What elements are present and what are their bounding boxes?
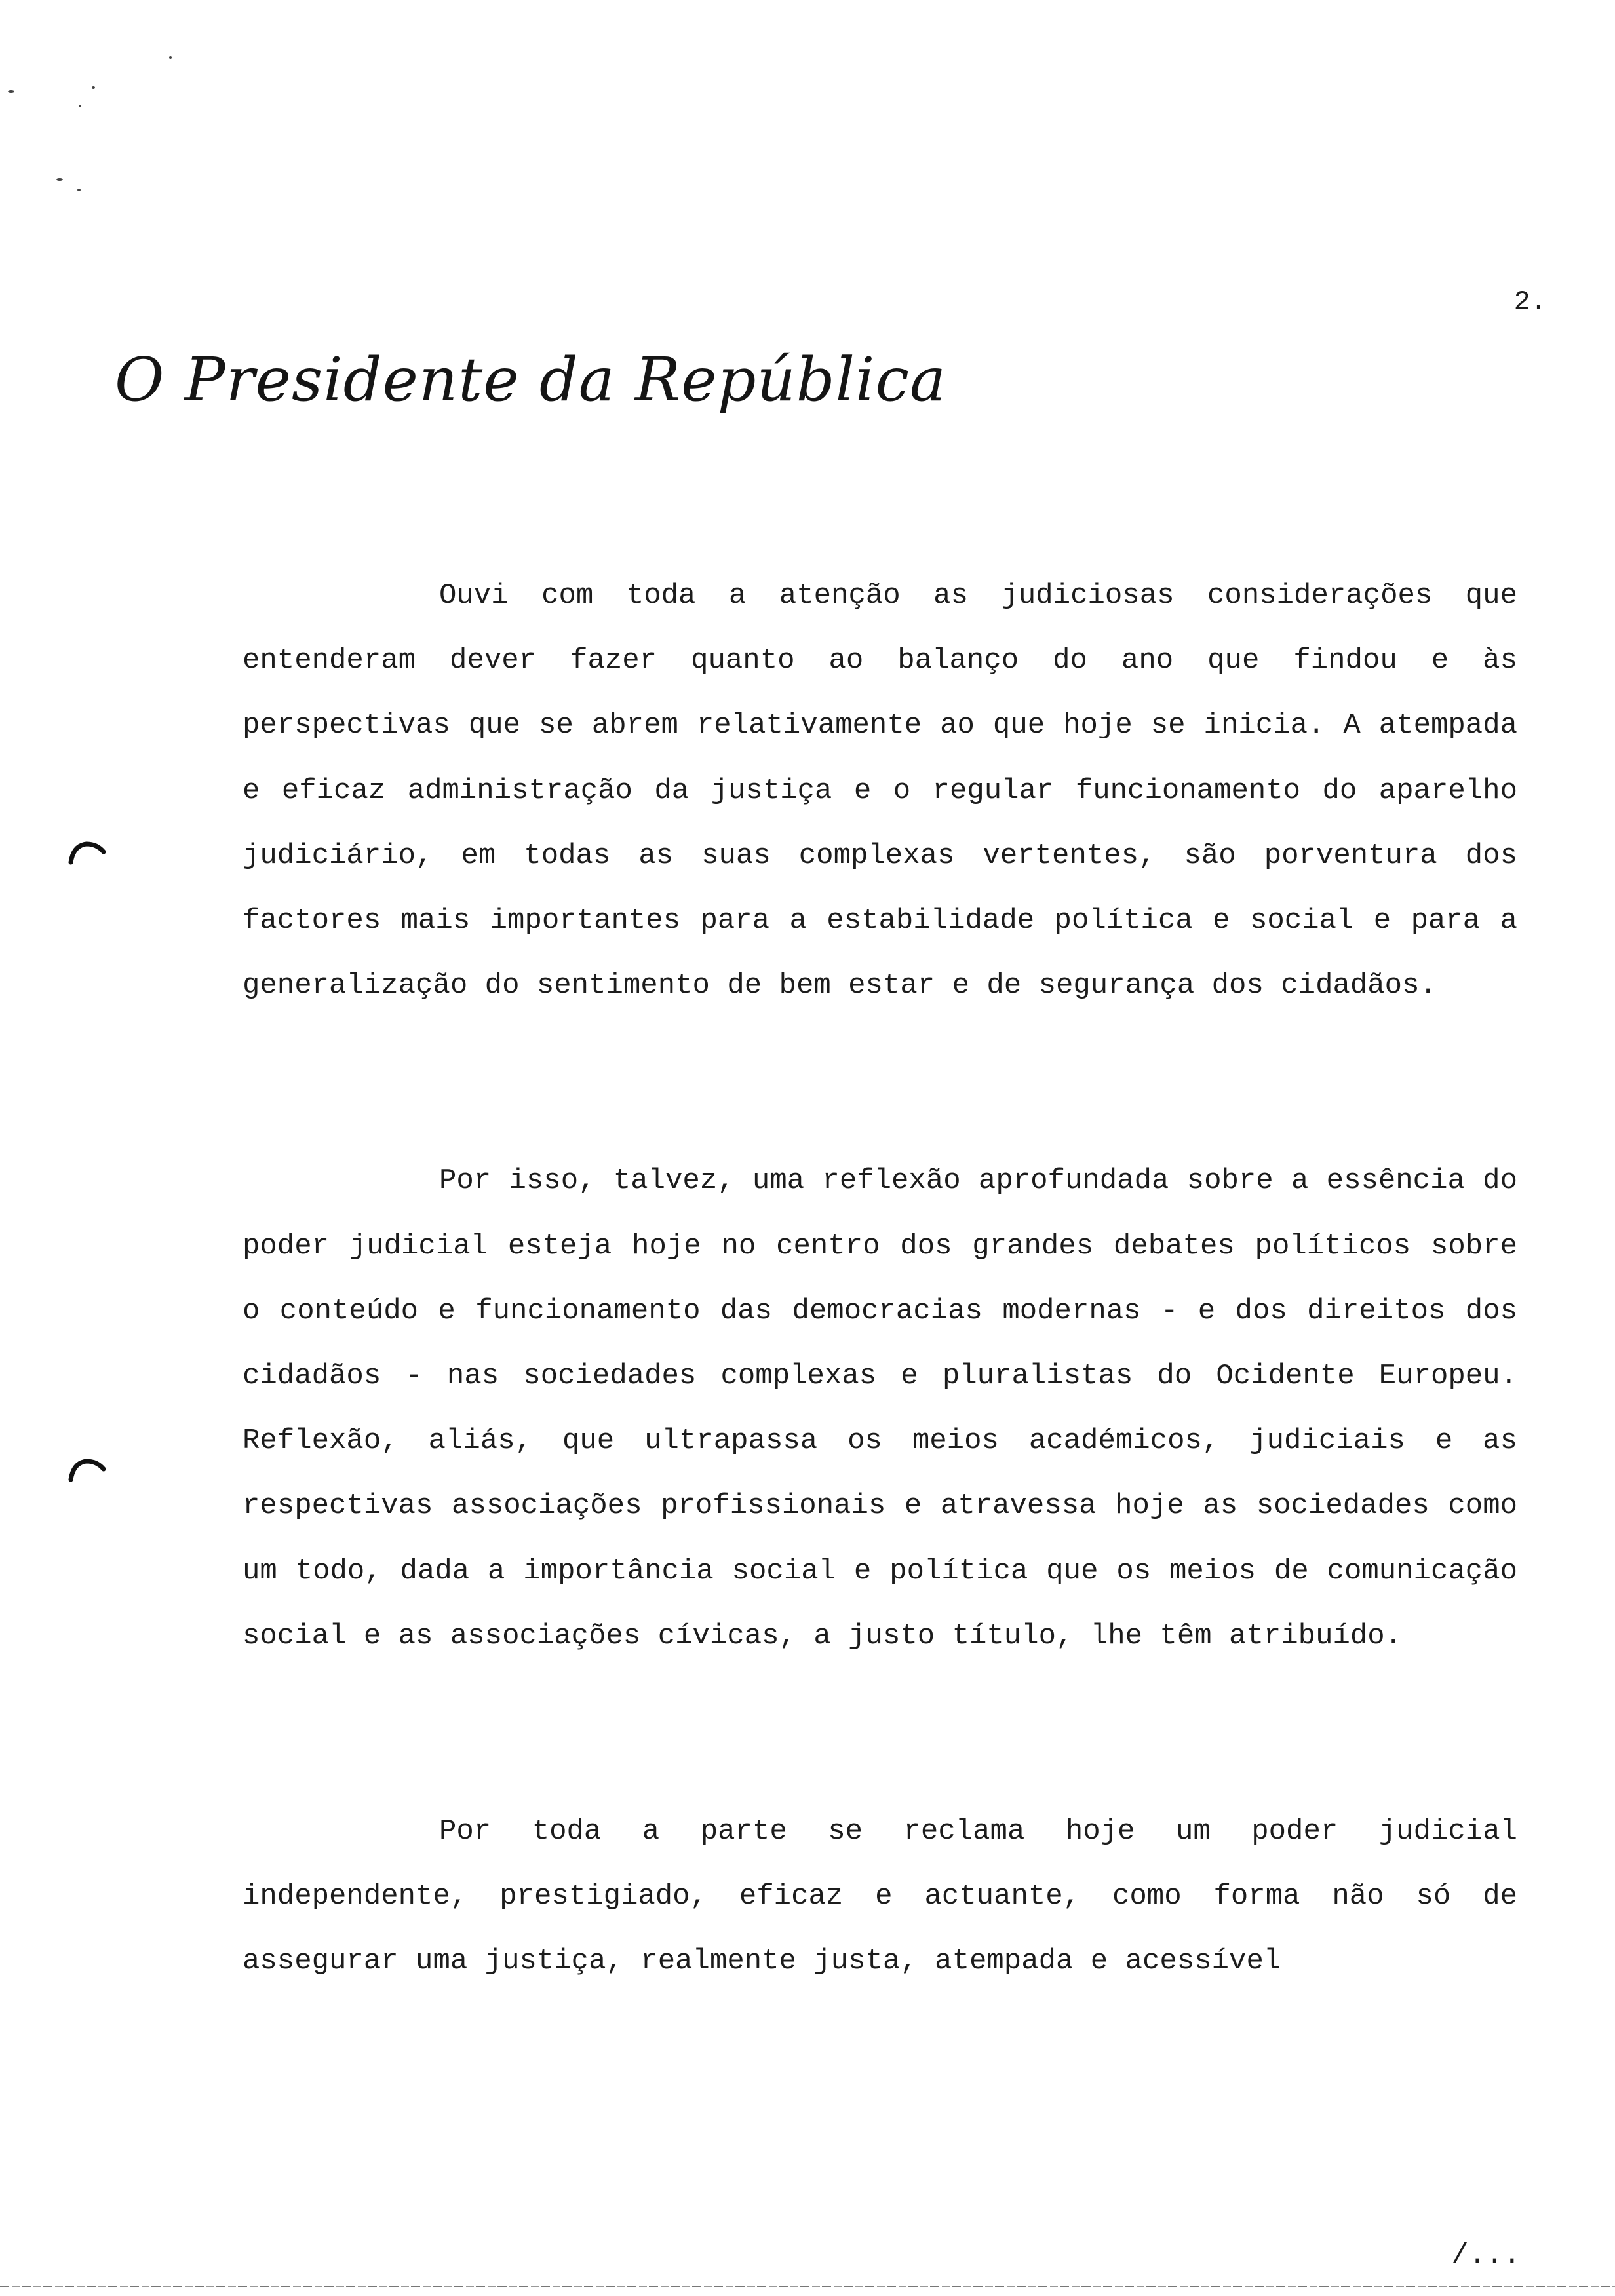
- scan-speck: [169, 56, 172, 59]
- letterhead-title: O Presidente da República: [115, 345, 946, 415]
- punch-hole-mark: [67, 839, 106, 865]
- scan-speck: [92, 86, 95, 89]
- continuation-mark: /...: [1451, 2239, 1521, 2272]
- scan-speck: [56, 178, 63, 181]
- scan-speck: [77, 189, 81, 191]
- paragraph: Ouvi com toda a atenção as judiciosas considerações que entenderam dever fazer quanto ao balanço do ano que findou e às perspectivas que se abrem relativamente ao que hoje se inicia. A atempada e eficaz administração da justiça e o regular funcionamento do aparelho judiciário, em todas as suas complexas vertentes, são porventura dos factores mais importantes para a estabilidade política e social e para a generalização do sentimento de bem estar e de segurança dos cidadãos.: [243, 579, 1517, 1003]
- paragraph: Por isso, talvez, uma reflexão aprofundada sobre a essência do poder judicial esteja hoje no centro dos grandes debates políticos sobre o conteúdo e funcionamento das democracias modernas - e dos direitos dos cidadãos - nas sociedades complexas e pluralistas do Ocidente Europeu. Reflexão, aliás, que ultrapassa os meios académicos, judiciais e as respectivas associações profissionais e atravessa hoje as sociedades como um todo, dada a importância social e política que os meios de comunicação social e as associações cívicas, a justo título, lhe têm atribuído.: [243, 1164, 1517, 1653]
- punch-hole-mark: [67, 1456, 106, 1482]
- page-number: 2.: [1513, 286, 1547, 318]
- scan-edge-line: [0, 2286, 1615, 2287]
- scan-speck: [79, 105, 81, 107]
- scan-speck: [8, 90, 14, 93]
- body-text: [243, 564, 1517, 1995]
- paragraph: Por toda a parte se reclama hoje um poder judicial independente, prestigiado, eficaz e actuante, como forma não só de assegurar uma justiça, realmente justa, atempada e acessível: [243, 1815, 1517, 1978]
